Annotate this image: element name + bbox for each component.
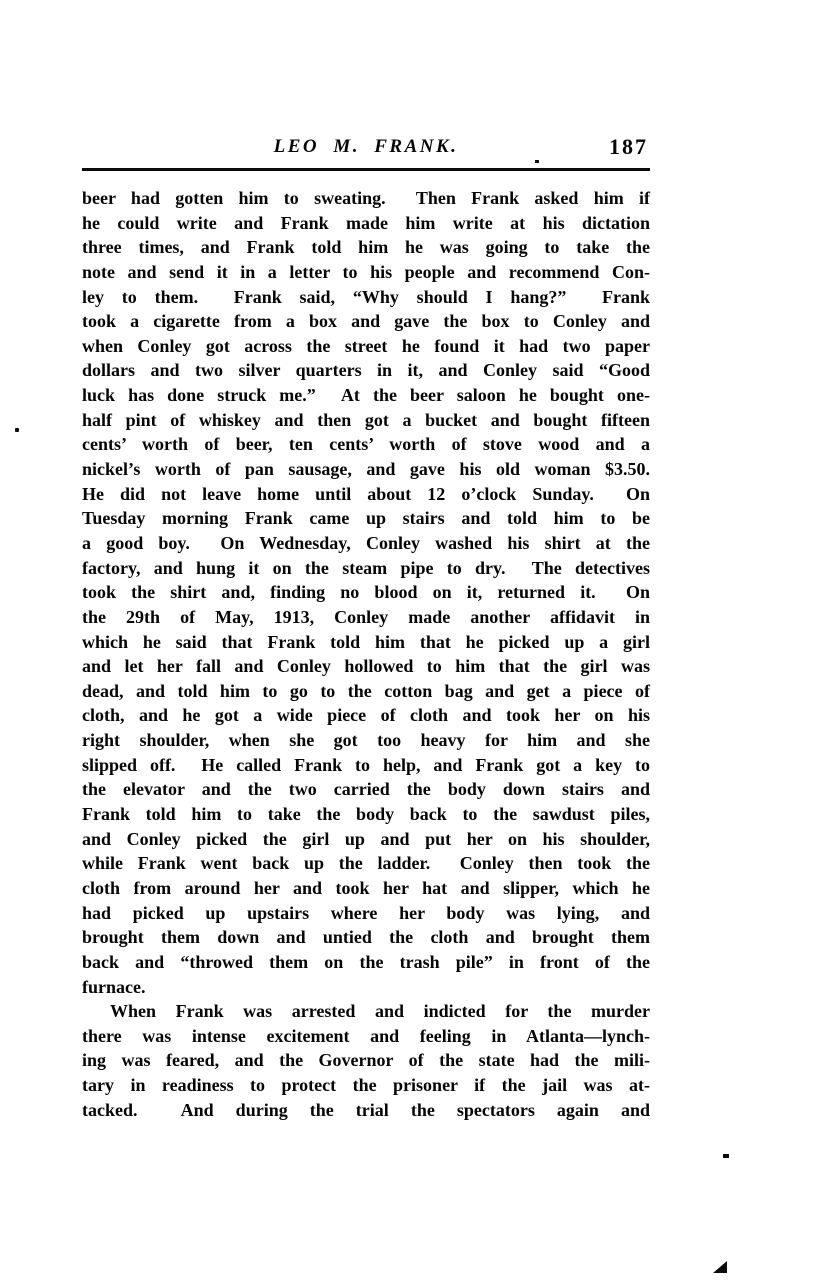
text-line: and let her fall and Conley hollowed to him that the girl was <box>82 656 650 677</box>
running-title: LEO M. FRANK. <box>273 136 459 157</box>
body-text <box>82 186 650 1122</box>
text-line: note and send it in a letter to his people and recommend Con- <box>82 261 650 282</box>
text-line: dead, and told him to go to the cotton bag and get a piece of <box>82 680 650 701</box>
text-line: dollars and two silver quarters in it, and Conley said “Good <box>82 360 650 381</box>
text-line: nickel’s worth of pan sausage, and gave his old woman $3.50. <box>82 459 650 480</box>
text-line: cents’ worth of beer, ten cents’ worth of stove wood and a <box>82 434 650 455</box>
text-line: cloth, and he got a wide piece of cloth and took her on his <box>82 705 650 726</box>
text-line: When Frank was arrested and indicted for the murder <box>110 1001 650 1022</box>
text-line: which he said that Frank told him that he picked up a girl <box>82 631 650 652</box>
text-line: luck has done struck me.” At the beer saloon he bought one- <box>82 385 650 406</box>
text-line: right shoulder, when she got too heavy for him and she <box>82 730 650 751</box>
text-line: tacked. And during the trial the spectators again and <box>82 1099 650 1120</box>
text-line: the 29th of May, 1913, Conley made another affidavit in <box>82 606 650 627</box>
text-line: ley to them. Frank said, “Why should I hang?” Frank <box>82 286 650 307</box>
scan-speck-bottom <box>723 1154 729 1158</box>
scan-speck-left-margin <box>15 428 19 432</box>
text-line: took the shirt and, finding no blood on it, returned it. On <box>82 582 650 603</box>
scan-blot-corner <box>713 1261 727 1273</box>
text-line: factory, and hung it on the steam pipe to dry. The detectives <box>82 557 650 578</box>
text-line: while Frank went back up the ladder. Conley then took the <box>82 853 650 874</box>
text-line: had picked up upstairs where her body was lying, and <box>82 902 650 923</box>
page-number: 187 <box>609 134 648 159</box>
text-line: cloth from around her and took her hat and slipper, which he <box>82 877 650 898</box>
text-line: Frank told him to take the body back to the sawdust piles, <box>82 804 650 825</box>
text-line: when Conley got across the street he found it had two paper <box>82 335 650 356</box>
text-line: ing was feared, and the Governor of the state had the mili- <box>82 1050 650 1071</box>
text-line: slipped off. He called Frank to help, and Frank got a key to <box>82 754 650 775</box>
text-line: the elevator and the two carried the body down stairs and <box>82 779 650 800</box>
page-header <box>82 136 650 164</box>
text-line: tary in readiness to protect the prisoner if the jail was at- <box>82 1075 650 1096</box>
scan-speck-header <box>535 160 539 163</box>
text-line: He did not leave home until about 12 o’clock Sunday. On <box>82 483 650 504</box>
text-line: furnace. <box>82 976 146 997</box>
text-line: half pint of whiskey and then got a bucket and bought fifteen <box>82 409 650 430</box>
text-line: beer had gotten him to sweating. Then Frank asked him if <box>82 188 650 208</box>
text-line: back and “throwed them on the trash pile” in front of the <box>82 951 650 972</box>
text-line: and Conley picked the girl up and put her on his shoulder, <box>82 828 650 849</box>
text-line: Tuesday morning Frank came up stairs and told him to be <box>82 508 650 529</box>
text-line: brought them down and untied the cloth and brought them <box>82 927 650 948</box>
text-line: took a cigarette from a box and gave the box to Conley and <box>82 311 650 332</box>
text-line: a good boy. On Wednesday, Conley washed his shirt at the <box>82 532 650 553</box>
text-line: there was intense excitement and feeling in Atlanta—lynch- <box>82 1025 650 1046</box>
header-rule <box>82 168 650 171</box>
text-line: he could write and Frank made him write at his dictation <box>82 212 650 233</box>
text-line: three times, and Frank told him he was going to take the <box>82 237 650 258</box>
